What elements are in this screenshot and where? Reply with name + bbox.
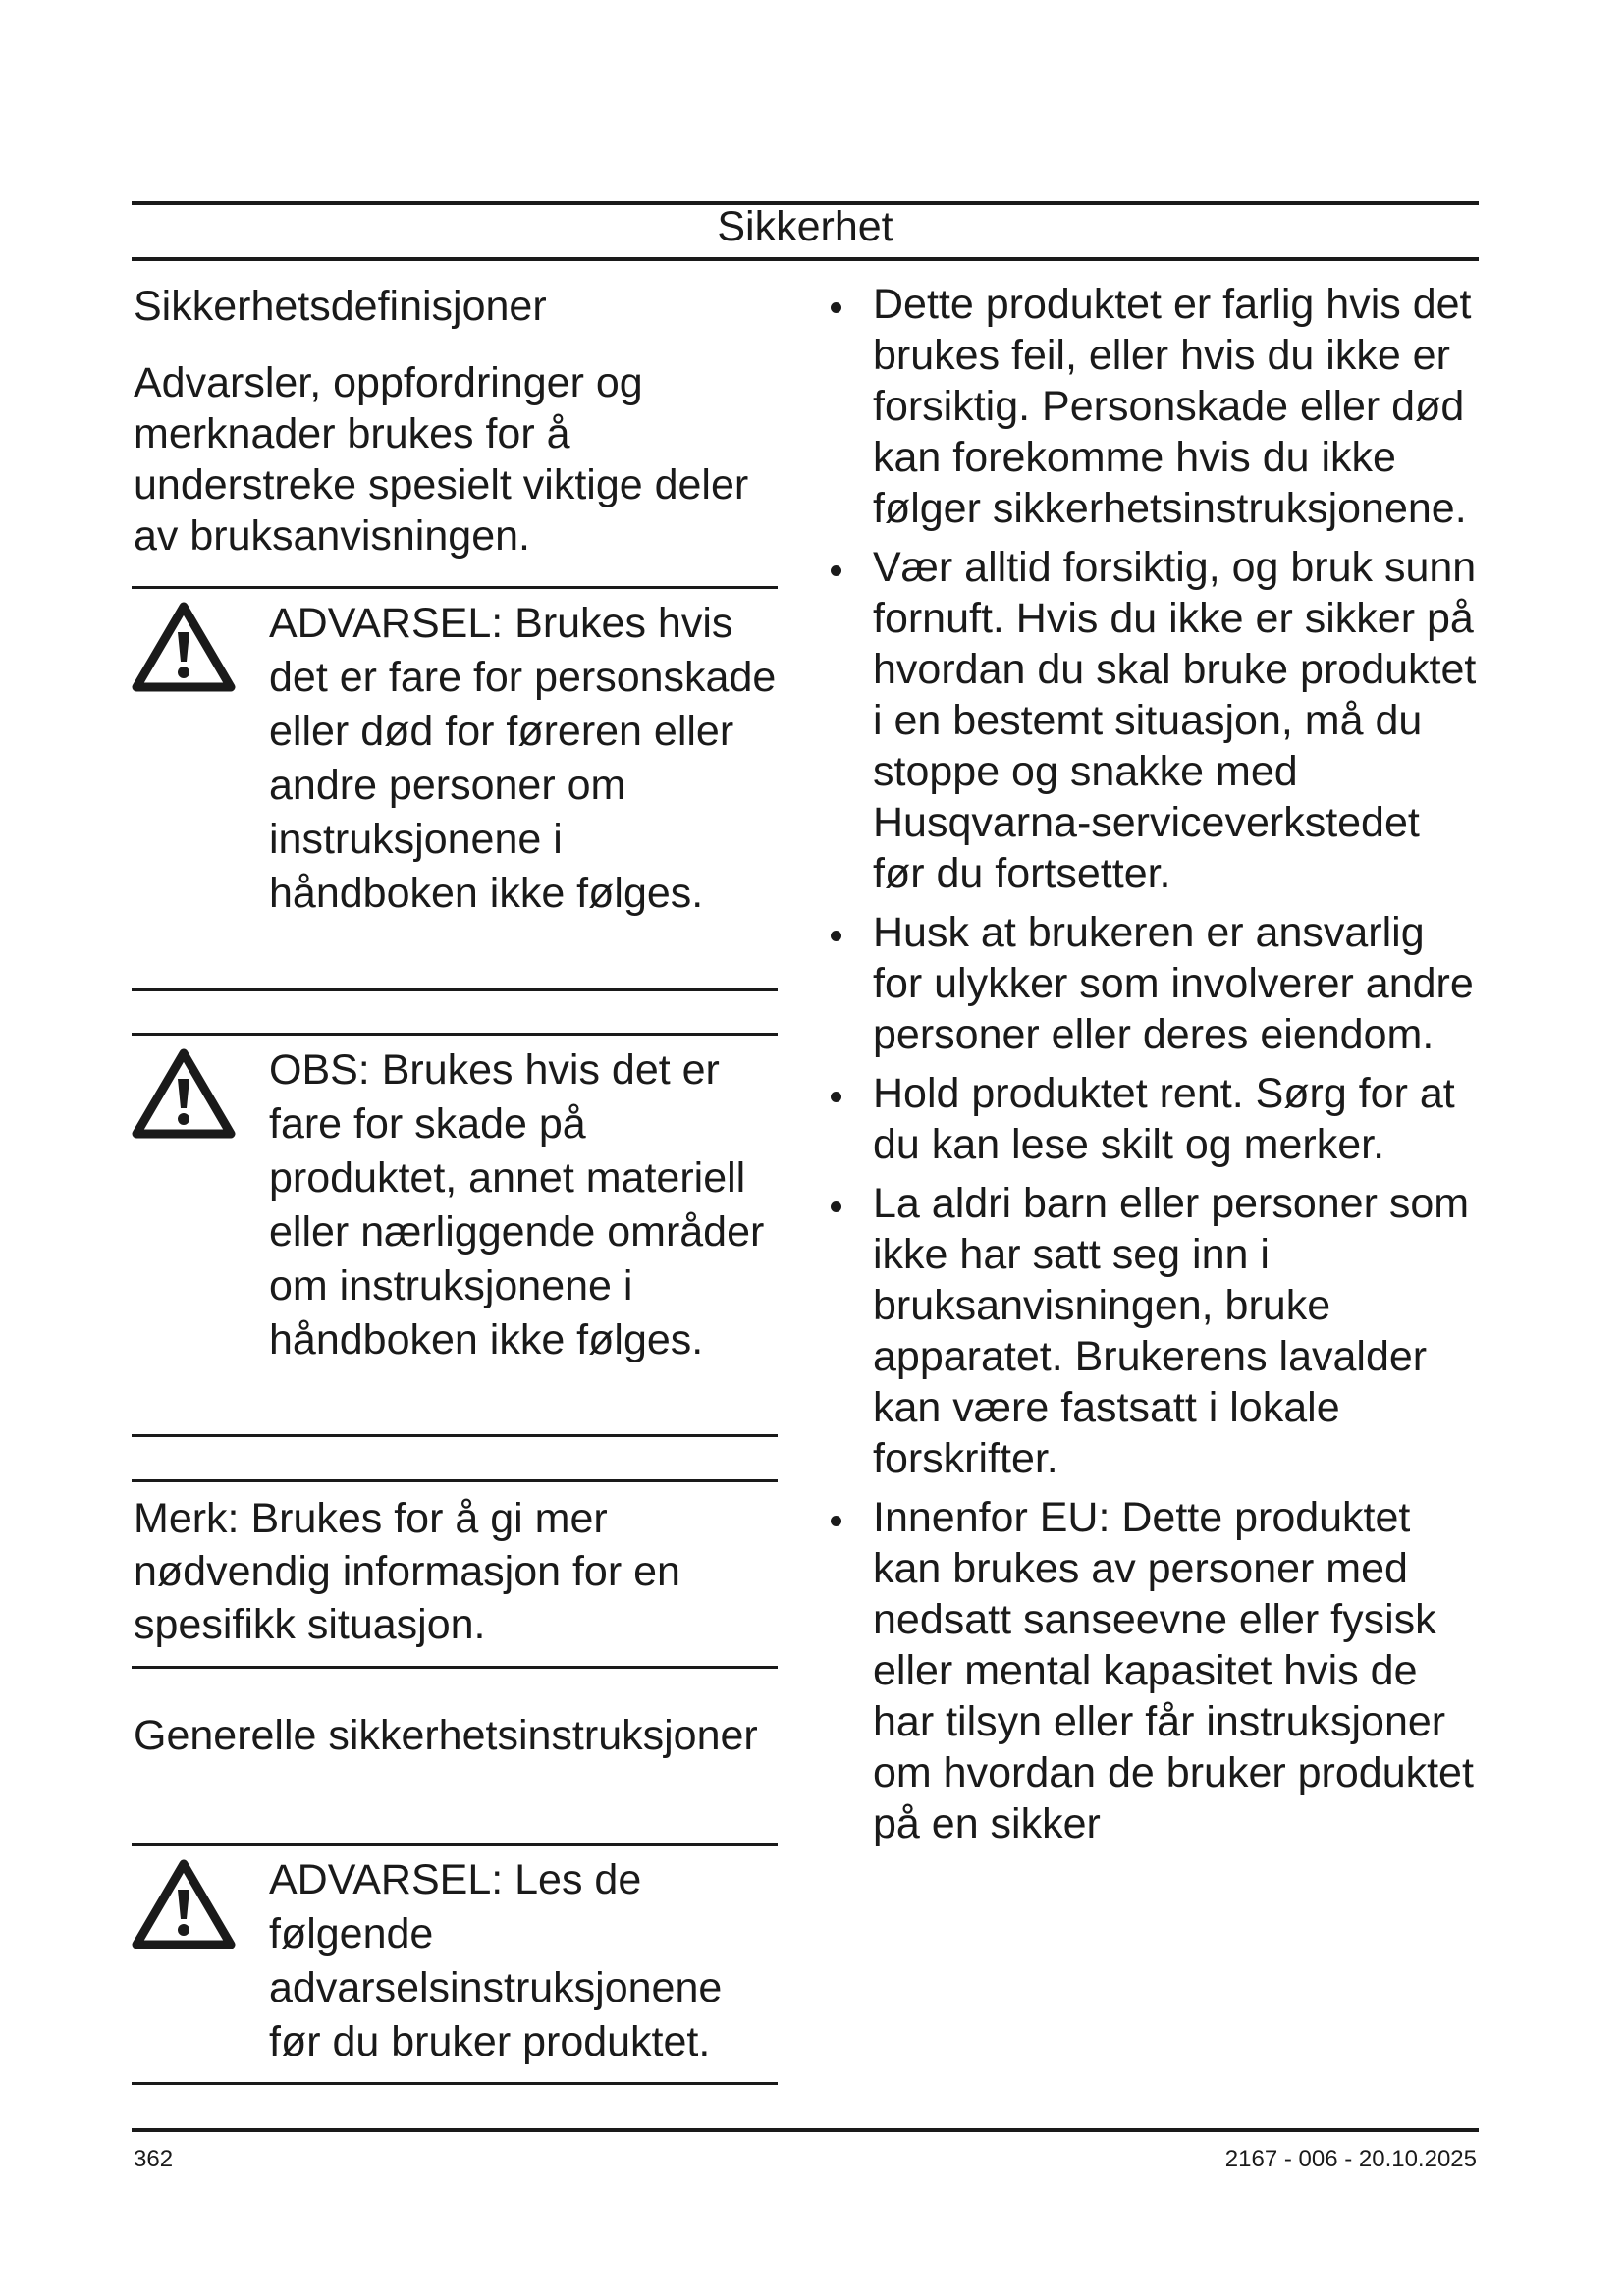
bullet-icon [831, 1092, 841, 1102]
safety-bullet-list-container [821, 279, 1479, 1857]
read-warning-label: ADVARSEL: [269, 1856, 504, 1903]
safety-bullet-list [821, 279, 1479, 1849]
header-bottom-rule [132, 257, 1479, 261]
page-number: 362 [134, 2146, 174, 2172]
note-box-bottom-rule [132, 1666, 778, 1669]
note-box-top-rule [132, 1479, 778, 1482]
list-item [821, 1178, 1479, 1484]
warning-box-text [269, 597, 780, 921]
page-title: Sikkerhet [717, 203, 893, 250]
caution-box-bottom-rule [132, 1434, 778, 1437]
definitions-heading: Sikkerhetsdefinisjoner [134, 283, 547, 330]
read-warning-box-top-rule [132, 1843, 778, 1846]
note-description: Brukes for å gi mer nødvendig informasjon for en spesifikk situasjon. [134, 1495, 680, 1648]
bullet-text: Hold produktet rent. Sørg for at du kan lese skilt og merker. [873, 1070, 1455, 1168]
read-warning-triangle-icon [132, 1858, 236, 1950]
caution-description: Brukes hvis det er fare for skade på produktet, annet materiell eller nærliggende områder om instruksjonene i håndboken ikke følges. [269, 1046, 765, 1363]
caution-box-text [269, 1043, 780, 1367]
bullet-text: Innenfor EU: Dette produktet kan brukes av personer med nedsatt sanseevne eller fysisk eller mental kapasitet hvis de har tilsyn eller får instruksjoner om hvordan de bruker produktet på en sikker [873, 1494, 1474, 1847]
bullet-icon [831, 565, 841, 576]
bullet-icon [831, 1201, 841, 1212]
bullet-icon [831, 1516, 841, 1526]
warning-triangle-icon [132, 601, 236, 693]
definitions-intro: Advarsler, oppfordringer og merknader brukes for å understreke spesielt viktige deler av bruksanvisningen. [134, 359, 749, 560]
document-id: 2167 - 006 - 20.10.2025 [1224, 2146, 1477, 2172]
warning-description: Brukes hvis det er fare for personskade eller død for føreren eller andre personer om instruksjonene i håndboken ikke følges. [269, 600, 777, 917]
caution-label: OBS: [269, 1046, 370, 1094]
note-box-text [134, 1492, 778, 1651]
bullet-icon [831, 931, 841, 941]
list-item [821, 1068, 1479, 1170]
list-item [821, 1492, 1479, 1849]
read-warning-box-text [269, 1853, 780, 2069]
bullet-text: Vær alltid forsiktig, og bruk sunn fornuft. Hvis du ikke er sikker på hvordan du skal bruke produktet i en bestemt situasjon, må du stoppe og snakke med Husqvarna-serviceverkstedet før du fortsetter. [873, 544, 1477, 897]
bullet-text: La aldri barn eller personer som ikke har satt seg inn i bruksanvisningen, bruke apparatet. Brukerens lavalder kan være fastsatt i lokale forskrifter. [873, 1180, 1470, 1482]
caution-triangle-icon [132, 1047, 236, 1140]
bullet-text: Dette produktet er farlig hvis det brukes feil, eller hvis du ikke er forsiktig. Personskade eller død kan forekomme hvis du ikke følger sikkerhetsinstruksjonene. [873, 281, 1472, 532]
list-item [821, 279, 1479, 534]
general-safety-heading: Generelle sikkerhetsinstruksjoner [134, 1712, 758, 1759]
warning-box-top-rule [132, 586, 778, 589]
warning-box-bottom-rule [132, 988, 778, 991]
read-warning-box-bottom-rule [132, 2082, 778, 2085]
bullet-icon [831, 302, 841, 313]
footer-rule [132, 2128, 1479, 2132]
list-item [821, 907, 1479, 1060]
caution-box-top-rule [132, 1033, 778, 1036]
note-label: Merk: [134, 1495, 240, 1542]
list-item [821, 542, 1479, 899]
warning-label: ADVARSEL: [269, 600, 504, 647]
bullet-text: Husk at brukeren er ansvarlig for ulykker som involverer andre personer eller deres eiendom. [873, 909, 1474, 1058]
read-warning-description: Les de følgende advarselsinstruksjonene før du bruker produktet. [269, 1856, 723, 2065]
